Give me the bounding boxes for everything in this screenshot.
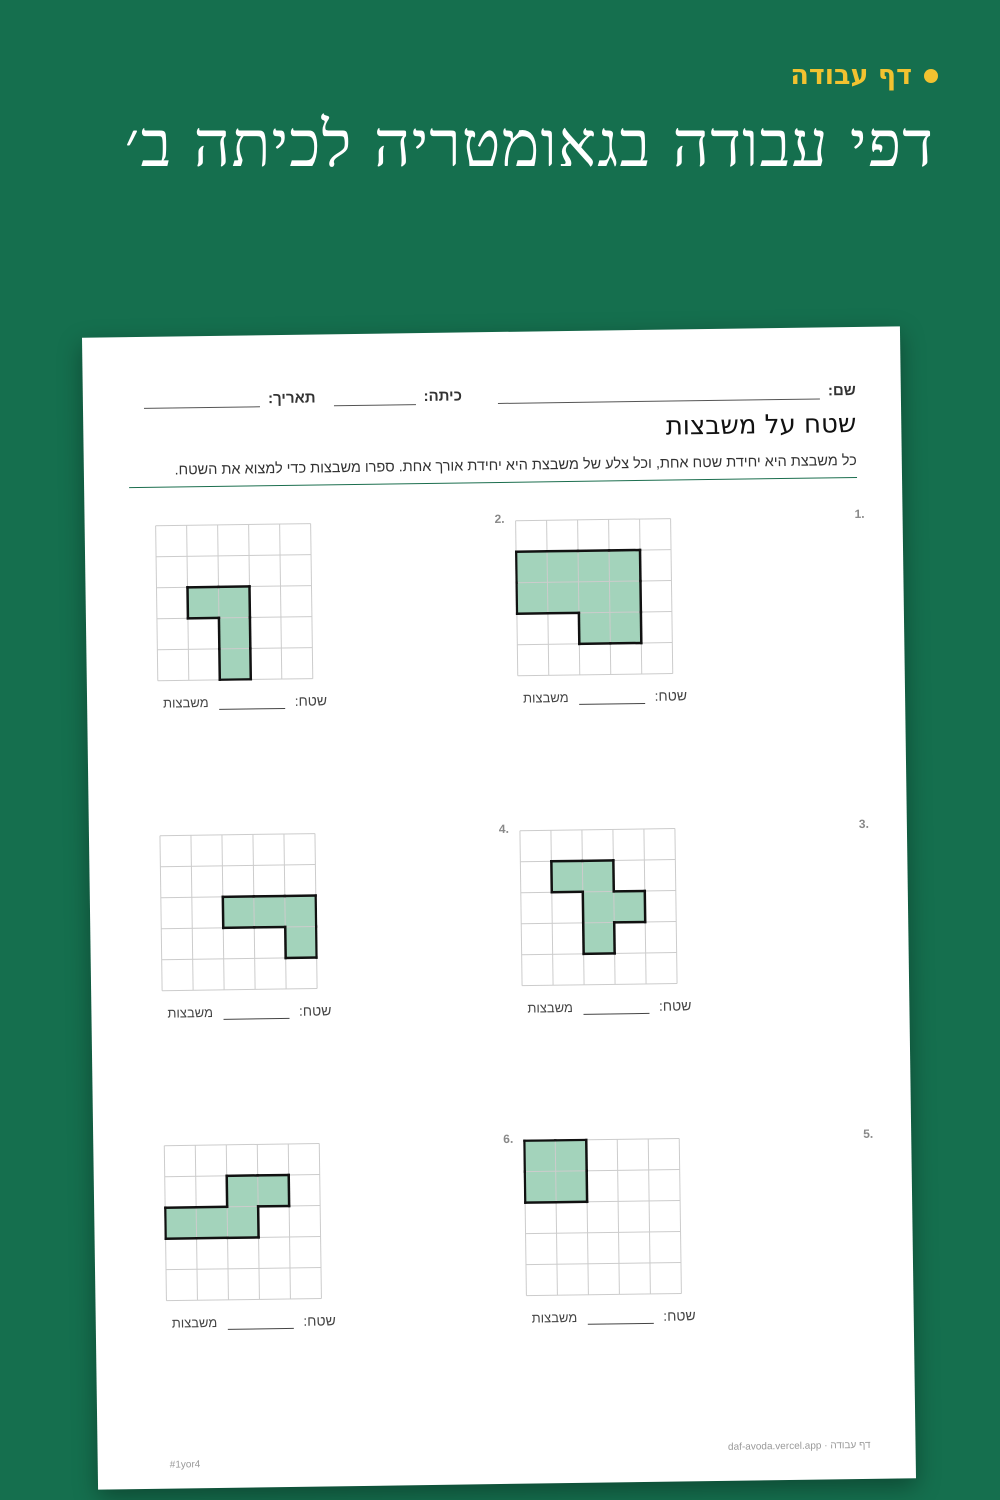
- grid-line: [288, 1144, 290, 1299]
- worksheet-page: [82, 326, 916, 1489]
- answer-unit: משבצות: [163, 695, 209, 711]
- shaded-cell: [219, 648, 250, 679]
- grid-line: [679, 1139, 681, 1294]
- answer-unit: משבצות: [531, 1309, 578, 1326]
- shaded-cell: [579, 612, 610, 643]
- answer-row: [507, 687, 687, 706]
- grid-line: [166, 1299, 321, 1301]
- answer-row: [156, 1312, 336, 1331]
- exercise-number: 1.: [854, 506, 865, 521]
- grid-line: [156, 526, 158, 681]
- grid-line: [526, 1293, 681, 1295]
- sheet-title: שטח על משבצות: [665, 408, 857, 442]
- grid-line: [160, 836, 162, 991]
- exercise-1: [504, 507, 867, 762]
- answer-blank[interactable]: [223, 1004, 289, 1020]
- grid-line: [526, 1231, 681, 1233]
- grid-diagram: [163, 1143, 322, 1302]
- grid-line: [156, 555, 311, 557]
- shaded-cell: [227, 1175, 258, 1206]
- badge-label: דף עבודה: [790, 60, 912, 91]
- answer-blank[interactable]: [583, 999, 649, 1015]
- grid-line: [522, 984, 677, 986]
- grid-line: [156, 524, 311, 526]
- exercise-number: 5.: [863, 1126, 874, 1141]
- exercise-number: 2.: [494, 511, 505, 527]
- grid-line: [162, 989, 317, 991]
- answer-row: [151, 1002, 331, 1021]
- grid-diagram: [523, 1137, 682, 1296]
- exercise-2: [145, 512, 508, 767]
- shaded-cell: [551, 861, 582, 892]
- answer-blank[interactable]: [587, 1309, 653, 1325]
- shaded-cell: [258, 1175, 289, 1206]
- grid-line: [166, 1268, 321, 1270]
- instructions: כל משבצת היא יחידת שטח אחת, וכל צלע של משבצת היא יחידת אורך אחת. ספרו משבצות כדי למצוא את השטח.: [129, 453, 857, 488]
- grid-line: [280, 524, 282, 679]
- exercise-number: 3.: [858, 816, 869, 831]
- answer-row: [511, 997, 691, 1016]
- answer-label: שטח:: [294, 692, 328, 709]
- class-field[interactable]: [333, 385, 462, 406]
- answer-blank[interactable]: [219, 694, 285, 710]
- shaded-cell: [547, 582, 578, 613]
- shaded-cell: [219, 617, 250, 648]
- answer-unit: משבצות: [527, 999, 574, 1016]
- grid-line: [319, 1144, 321, 1299]
- grid-diagram: [515, 518, 674, 677]
- footer-site: דף עבודה · daf-avoda.vercel.app: [727, 1439, 871, 1453]
- shaded-cell: [285, 896, 316, 927]
- shaded-cell: [196, 1207, 227, 1238]
- exercise-3: [509, 817, 872, 1072]
- grid-line: [675, 829, 677, 984]
- shaded-cell: [609, 581, 640, 612]
- class-line[interactable]: [333, 386, 415, 406]
- date-label: תאריך:: [267, 389, 316, 408]
- grid-line: [526, 1262, 681, 1264]
- name-label: שם:: [827, 381, 856, 400]
- grid-line: [551, 830, 553, 985]
- shaded-cell: [547, 551, 578, 582]
- grid-line: [164, 1144, 319, 1146]
- student-fields: [128, 373, 856, 409]
- answer-unit: משבצות: [167, 1005, 214, 1021]
- shaded-cell: [610, 612, 641, 643]
- bullet-dot-icon: [924, 69, 938, 83]
- class-label: כיתה:: [423, 387, 463, 406]
- name-field[interactable]: [498, 380, 856, 404]
- shaded-cell: [555, 1140, 586, 1171]
- worksheet-badge: [790, 60, 938, 91]
- grid-line: [520, 831, 522, 986]
- answer-row: [516, 1307, 696, 1326]
- shaded-cell: [525, 1171, 556, 1202]
- answer-label: שטח:: [298, 1002, 332, 1019]
- shaded-cell: [254, 896, 285, 927]
- answer-blank[interactable]: [227, 1314, 293, 1330]
- grid-line: [518, 674, 673, 676]
- shaded-cell: [583, 922, 614, 953]
- grid-line: [648, 1139, 650, 1294]
- shaded-cell: [227, 1206, 258, 1237]
- shaded-cell: [582, 860, 613, 891]
- exercise-4: [149, 822, 512, 1077]
- shaded-cell: [223, 896, 254, 927]
- grid-line: [311, 524, 313, 679]
- shaded-cell: [218, 586, 249, 617]
- shaded-cell: [556, 1171, 587, 1202]
- shaded-cell: [583, 891, 614, 922]
- answer-unit: משבצות: [171, 1314, 218, 1331]
- shaded-cell: [614, 891, 645, 922]
- shaded-cell: [524, 1140, 555, 1171]
- answer-row: [147, 692, 327, 711]
- grid-line: [160, 834, 315, 836]
- grid-line: [516, 519, 671, 521]
- date-field[interactable]: [144, 388, 316, 409]
- grid-line: [671, 519, 673, 674]
- exercise-6: [153, 1132, 516, 1387]
- exercise-number: 6.: [503, 1131, 514, 1146]
- exercise-5: [513, 1127, 876, 1382]
- shaded-cell: [516, 582, 547, 613]
- name-line[interactable]: [498, 380, 820, 403]
- shaded-cell: [516, 551, 547, 582]
- answer-label: שטח:: [303, 1312, 336, 1329]
- grid-line: [191, 835, 193, 990]
- grid-line: [160, 865, 315, 867]
- exercise-number: 4.: [498, 821, 509, 836]
- grid-diagram: [519, 828, 678, 987]
- shaded-cell: [165, 1207, 196, 1238]
- footer-code: #1yor4: [169, 1459, 201, 1471]
- answer-label: שטח:: [658, 997, 692, 1014]
- shaded-cell: [578, 550, 609, 581]
- grid-line: [520, 829, 675, 831]
- grid-diagram: [159, 833, 318, 992]
- answer-blank[interactable]: [578, 689, 644, 705]
- answer-label: שטח:: [654, 687, 688, 704]
- answer-unit: משבצות: [522, 690, 569, 706]
- grid-diagram: [155, 523, 314, 682]
- shaded-cell: [578, 581, 609, 612]
- answer-label: שטח:: [663, 1307, 696, 1324]
- shaded-cell: [609, 550, 640, 581]
- grid-line: [617, 1139, 619, 1294]
- shaded-cell: [285, 927, 316, 958]
- banner-title: דפי עבודה בגאומטריה לכיתה ב׳: [124, 108, 934, 182]
- shaded-cell: [187, 587, 218, 618]
- date-line[interactable]: [144, 388, 260, 409]
